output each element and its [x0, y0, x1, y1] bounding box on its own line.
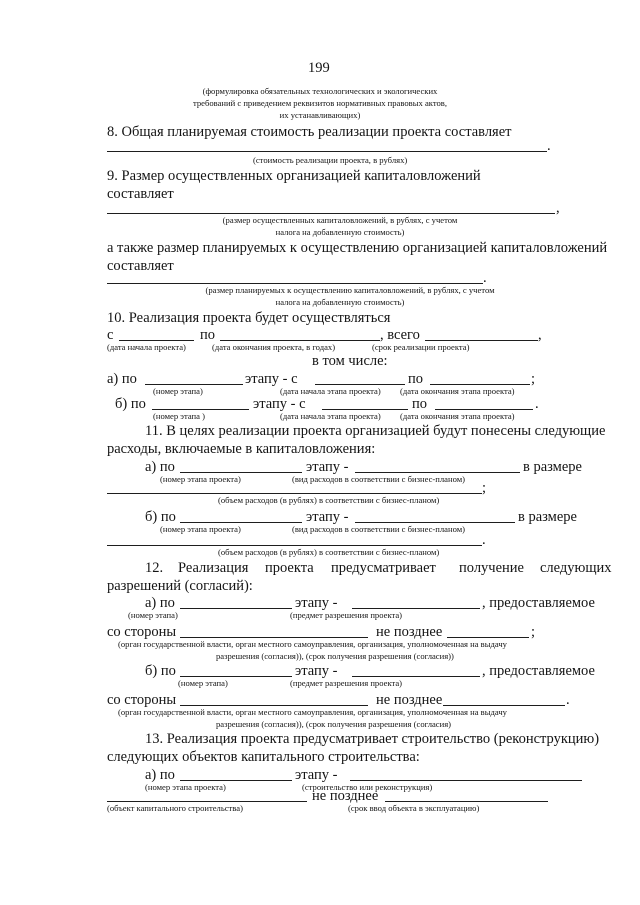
field-caption: (номер этапа) — [153, 386, 203, 396]
stage-label: этапу - — [295, 663, 338, 679]
blank-line — [107, 801, 307, 802]
size-label: в размере — [523, 459, 582, 475]
stage-label: этапу - с — [253, 396, 306, 412]
provided-label: , предоставляемое — [482, 663, 595, 679]
section-9-text: составляет — [107, 258, 174, 274]
blank-line — [180, 705, 368, 706]
item-prefix: б) по — [145, 509, 176, 525]
section-13-heading: 13. Реализация проекта предусматривает строительство (реконструкцию) — [145, 731, 600, 747]
total-label: , всего — [380, 327, 420, 343]
field-caption: (объем расходов (в рублях) в соответствии с бизнес-планом) — [218, 495, 440, 505]
blank-line — [430, 384, 530, 385]
field-caption: налога на добавленную стоимость) — [275, 227, 405, 237]
field-caption: (дата окончания этапа проекта) — [400, 386, 515, 396]
stage-label: этапу - — [295, 595, 338, 611]
section-12-heading: проекта — [265, 560, 314, 576]
deadline-label: не позднее — [376, 624, 443, 640]
blank-line — [180, 522, 302, 523]
section-12-heading: получение — [459, 560, 524, 576]
field-caption: (номер этапа) — [128, 610, 178, 620]
blank-line — [425, 340, 538, 341]
section-12-heading: Реализация — [178, 560, 249, 576]
field-caption: (дата начала проекта) — [107, 342, 186, 352]
side-label: со стороны — [107, 692, 177, 708]
including-label: в том числе: — [312, 353, 388, 369]
section-9-text: а также размер планируемых к осуществлению организацией капиталовложений — [107, 240, 608, 256]
blank-line — [322, 409, 408, 410]
punctuation: ; — [531, 371, 536, 387]
blank-line — [107, 493, 482, 494]
blank-line — [180, 780, 292, 781]
field-caption: разрешения (согласия)), (срок получения разрешения (согласия)) — [216, 651, 454, 661]
blank-line — [107, 213, 555, 214]
field-caption: (номер этапа ) — [153, 411, 205, 421]
field-caption: налога на добавленную стоимость) — [275, 297, 405, 307]
section-11-heading: 11. В целях реализации проекта организацией будут понесены следующие — [145, 423, 606, 439]
section-9-heading: составляет — [107, 186, 174, 202]
blank-line — [152, 409, 249, 410]
blank-line — [435, 409, 533, 410]
field-caption: (срок реализации проекта) — [372, 342, 470, 352]
blank-line — [443, 705, 565, 706]
section-8-heading: 8. Общая планируемая стоимость реализации проекта составляет — [107, 124, 512, 140]
deadline-label: не позднее — [376, 692, 443, 708]
blank-line — [180, 608, 292, 609]
blank-line — [119, 340, 194, 341]
punctuation: . — [482, 532, 486, 548]
to-label: по — [408, 371, 424, 387]
punctuation: , — [556, 200, 560, 216]
side-label: со стороны — [107, 624, 177, 640]
field-caption: (срок ввод объекта в эксплуатацию) — [348, 803, 480, 813]
field-caption: (стоимость реализации проекта, в рублях) — [253, 155, 408, 165]
section-11-heading: расходы, включаемые в капиталовложения: — [107, 441, 376, 457]
field-caption: (строительство или реконструкция) — [302, 782, 433, 792]
field-caption: (дата окончания проекта, в годах) — [212, 342, 336, 352]
blank-line — [220, 340, 380, 341]
blank-line — [145, 384, 243, 385]
blank-line — [315, 384, 405, 385]
item-prefix: а) по — [145, 767, 175, 783]
blank-line — [107, 151, 547, 152]
field-caption: (номер этапа проекта) — [145, 782, 226, 792]
page-number: 199 — [308, 60, 330, 76]
provided-label: , предоставляемое — [482, 595, 595, 611]
punctuation: . — [547, 138, 551, 154]
blank-line — [350, 780, 582, 781]
field-caption: (предмет разрешения проекта) — [290, 610, 403, 620]
blank-line — [352, 608, 480, 609]
punctuation: . — [566, 692, 570, 708]
field-caption: (объект капитального строительства) — [107, 803, 243, 813]
field-caption: (дата начала этапа проекта) — [280, 411, 381, 421]
section-12-heading: предусматривает — [331, 560, 436, 576]
deadline-label: не позднее — [312, 788, 379, 804]
blank-line — [107, 283, 483, 284]
punctuation: . — [535, 396, 539, 412]
field-caption: (дата окончания этапа проекта) — [400, 411, 515, 421]
intro-caption-line: требований с приведением реквизитов нормативных правовых актов, — [193, 98, 447, 108]
section-10-heading: 10. Реализация проекта будет осуществляться — [107, 310, 391, 326]
blank-line — [447, 637, 529, 638]
stage-label: этапу - — [295, 767, 338, 783]
item-prefix: а) по — [107, 371, 137, 387]
section-9-heading: 9. Размер осуществленных организацией капиталовложений — [107, 168, 481, 184]
blank-line — [180, 637, 368, 638]
blank-line — [385, 801, 548, 802]
field-caption: (номер этапа проекта) — [160, 524, 241, 534]
blank-line — [352, 676, 480, 677]
field-caption: разрешения (согласия)), (срок получения разрешения (согласия) — [216, 719, 452, 729]
field-caption: (дата начала этапа проекта) — [280, 386, 381, 396]
item-prefix: а) по — [145, 459, 175, 475]
field-caption: (вид расходов в соответствии с бизнес-планом) — [292, 474, 466, 484]
blank-line — [180, 472, 302, 473]
intro-caption-line: (формулировка обязательных технологических и экологических — [202, 86, 438, 96]
size-label: в размере — [518, 509, 577, 525]
to-label: по — [412, 396, 428, 412]
from-label: с — [107, 327, 114, 343]
field-caption: (размер планируемых к осуществлению капиталовложений, в рублях, с учетом — [205, 285, 495, 295]
field-caption: (номер этапа проекта) — [160, 474, 241, 484]
field-caption: (вид расходов в соответствии с бизнес-планом) — [292, 524, 466, 534]
punctuation: . — [483, 270, 487, 286]
intro-caption-line: их устанавливающих) — [279, 110, 361, 120]
punctuation: , — [538, 327, 542, 343]
field-caption: (орган государственной власти, орган местного самоуправления, организация, уполномоченная на выдачу — [118, 639, 507, 649]
item-prefix: а) по — [145, 595, 175, 611]
section-12-heading: следующих — [540, 560, 612, 576]
stage-label: этапу - с — [245, 371, 298, 387]
stage-label: этапу - — [306, 459, 349, 475]
field-caption: (объем расходов (в рублях) в соответствии с бизнес-планом) — [218, 547, 440, 557]
item-prefix: б) по — [115, 396, 146, 412]
field-caption: (предмет разрешения проекта) — [290, 678, 403, 688]
blank-line — [355, 522, 515, 523]
stage-label: этапу - — [306, 509, 349, 525]
section-12-heading: разрешений (согласий): — [107, 578, 253, 594]
field-caption: (номер этапа) — [178, 678, 228, 688]
punctuation: ; — [482, 480, 487, 496]
field-caption: (орган государственной власти, орган местного самоуправления, организация, уполномоченная на выдачу — [118, 707, 507, 717]
blank-line — [180, 676, 292, 677]
blank-line — [355, 472, 520, 473]
field-caption: (размер осуществленных капиталовложений, в рублях, с учетом — [222, 215, 458, 225]
punctuation: ; — [531, 624, 536, 640]
section-12-heading: 12. — [145, 560, 164, 576]
item-prefix: б) по — [145, 663, 176, 679]
section-13-heading: следующих объектов капитального строительства: — [107, 749, 420, 765]
to-label: по — [200, 327, 216, 343]
blank-line — [107, 545, 482, 546]
